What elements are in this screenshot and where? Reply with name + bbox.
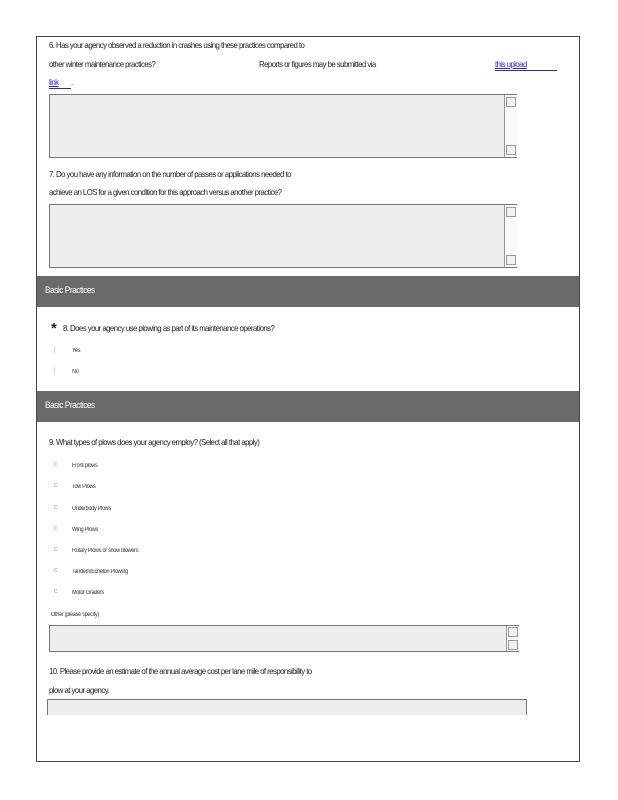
q10-answer-input[interactable] [47,699,527,715]
q8-question: 8. Does your agency use plowing as part of its maintenance operations? [63,323,275,333]
upload-link[interactable]: this upload [495,59,527,69]
option-label: Tandem/Echelon Plowing [72,569,128,575]
q6-reports-text: Reports or figures may be submitted via [259,59,376,69]
q6-answer-textarea[interactable] [49,94,517,158]
required-asterisk: * [51,320,57,337]
other-specify-input[interactable] [49,625,519,652]
survey-page [36,36,580,762]
q6-scrollbar[interactable] [504,95,517,157]
scroll-up-button[interactable] [508,627,518,637]
option-yes-label: Yes [72,348,81,354]
section-header-basic-practices-1 [37,276,579,307]
scroll-up-button[interactable] [506,97,516,107]
option-label: Underbody Plows [72,506,112,512]
checkbox-wing-plows[interactable]: c [54,525,58,532]
q10-text-line1: 10. Please provide an estimate of the annual average cost per lane mile of responsibility to [49,666,312,676]
link-underline [49,88,71,89]
link-word[interactable]: link [49,77,59,87]
checkbox-underbody-plows[interactable]: c [54,504,58,511]
page-bottom-space [37,715,579,761]
option-label: Wing Plows [72,527,99,533]
q7-text-line1: 7. Do you have any information on the number of passes or applications needed to [49,169,291,179]
radio-no[interactable]: j [54,367,56,374]
option-label: Motor Graders [72,590,104,596]
upload-link-underline [495,70,557,71]
option-label: Front plows [72,463,98,469]
section-title: Basic Practices [45,285,95,295]
q6-period: . [71,77,73,87]
checkbox-motor-graders[interactable]: c [54,588,58,595]
scroll-down-button[interactable] [506,145,516,155]
checkbox-rotary-plows[interactable]: c [54,546,58,553]
q6-text-line1: 6. Has your agency observed a reduction in crashes using these practices compared to [49,40,305,50]
q7-scrollbar[interactable] [504,205,517,267]
option-label: Tow Plows [72,484,96,490]
other-scrollbar[interactable] [506,626,519,651]
radio-yes[interactable]: j [54,346,56,353]
checkbox-tow-plows[interactable]: c [54,482,58,489]
section-title: Basic Practices [45,400,95,410]
other-specify-label: Other (please specify) [51,612,99,618]
section-header-basic-practices-2 [37,391,579,422]
q9-question: 9. What types of plows does your agency employ? (Select all that apply) [49,437,260,447]
checkbox-front-plows[interactable]: c [54,461,58,468]
option-no-label: No [72,369,79,375]
scroll-up-button[interactable] [506,207,516,217]
q7-answer-textarea[interactable] [49,204,517,268]
scroll-down-button[interactable] [508,640,518,650]
q10-text-line2: plow at your agency. [49,685,110,695]
scroll-down-button[interactable] [506,255,516,265]
q7-text-line2: achieve an LOS for a given condition for this approach versus another practice? [49,187,282,197]
option-label: Rotary Plows or snow blowers [72,548,139,554]
checkbox-tandem-plowing[interactable]: c [54,567,58,574]
q6-text-line2: other winter maintenance practices? [49,59,156,69]
